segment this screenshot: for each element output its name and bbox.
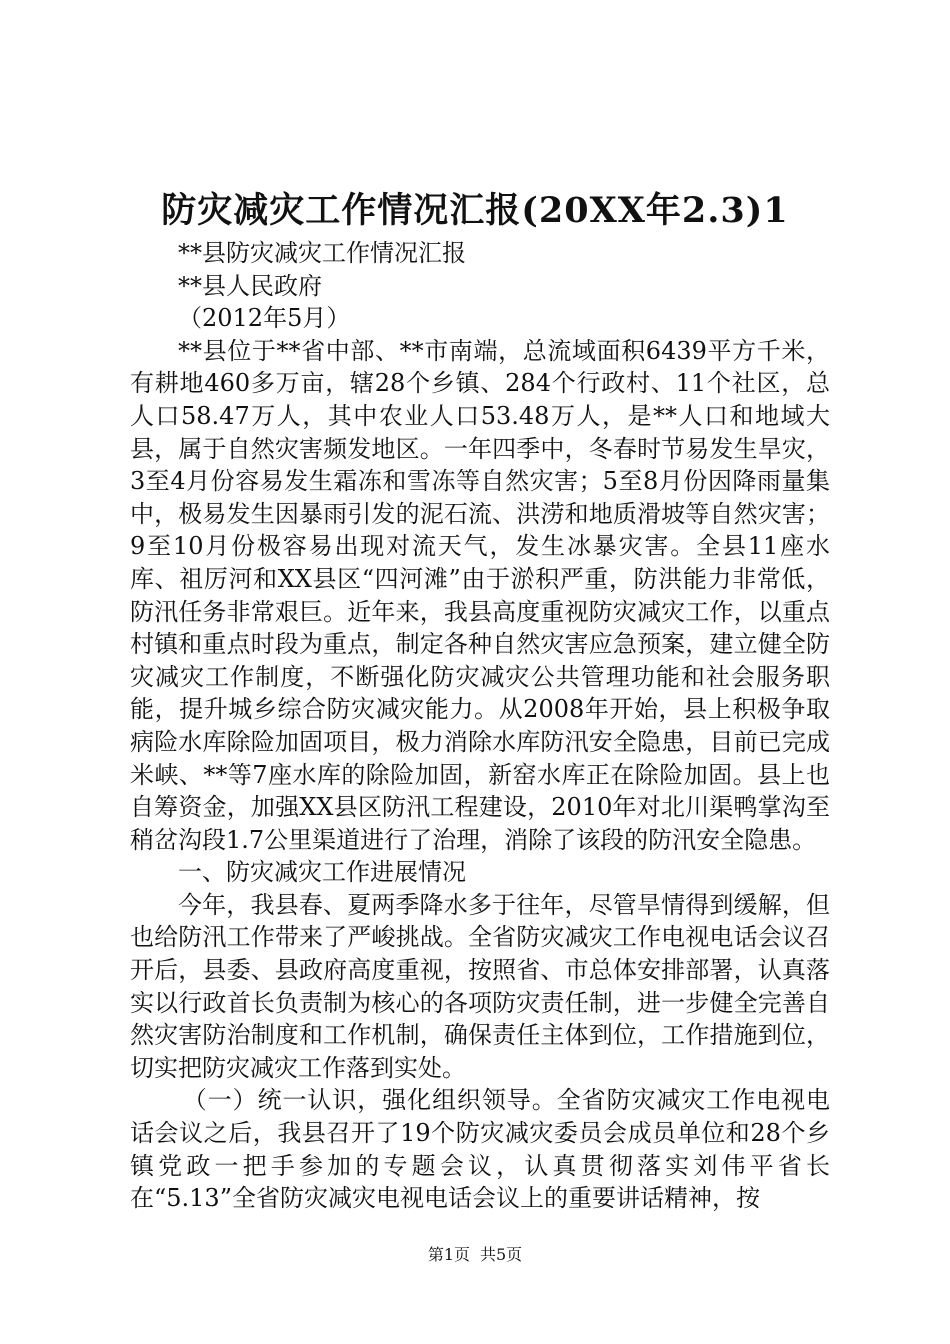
body-paragraph: 今年，我县春、夏两季降水多于往年，尽管旱情得到缓解，但也给防汛工作带来了严峻挑战。全省防灾减灾工作电视电话会议召开后，县委、县政府高度重视，按照省、市总体安排部署，认真落实以行政首长负责制为核心的各项防灾责任制，进一步健全完善自然灾害防治制度和工作机制，确保责任主体到位，工作措施到位，切实把防灾减灾工作落到实处。 [130, 890, 830, 1082]
report-date: （2012年5月） [178, 304, 351, 333]
page-footer [0, 1245, 950, 1265]
report-heading: **县防灾减灾工作情况汇报 [178, 239, 466, 267]
subsection-paragraph: （一）统一认识，强化组织领导。全省防灾减灾工作电视电话会议之后，我县召开了19个防灾减灾委员会成员单位和28个乡镇党政一把手参加的专题会议，认真贯彻落实刘伟平省长在“5.13”全省防灾减灾电视电话会议上的重要讲话精神，按 [130, 1086, 830, 1213]
intro-paragraph: **县位于**省中部、**市南端，总流域面积6439平方千米，有耕地460多万亩，辖28个乡镇、284个行政村、11个社区，总人口58.47万人，其中农业人口53.48万人，是**人口和地域大县，属于自然灾害频发地区。一年四季中，冬春时节易发生旱灾，3至4月份容易发生霜冻和雪冻等自然灾害；5至8月份因降雨量集中，极易发生因暴雨引发的泥石流、洪涝和地质滑坡等自然灾害；9至10月份极容易出现对流天气，发生冰暴灾害。全县11座水库、祖厉河和XX县区“四河滩”由于淤积严重，防洪能力非常低，防汛任务非常艰巨。近年来，我县高度重视防灾减灾工作，以重点村镇和重点时段为重点，制定各种自然灾害应急预案，建立健全防灾减灾工作制度，不断强化防灾减灾公共管理功能和社会服务职能，提升城乡综合防灾减灾能力。从2008年开始，县上积极争取病险水库除险加固项目，极力消除水库防汛安全隐患，目前已完成米峡、**等7座水库的除险加固，新窑水库正在除险加固。县上也自筹资金，加强XX县区防汛工程建设，2010年对北川渠鸭掌沟至稍岔沟段1.7公里渠道进行了治理，消除了该段的防汛安全隐患。 [130, 336, 830, 854]
report-author: **县人民政府 [178, 271, 322, 300]
page-number: 第1页 [427, 1245, 470, 1264]
document-body [130, 237, 830, 1215]
page-total: 共5页 [480, 1245, 523, 1264]
document-title: 防灾减灾工作情况汇报(20XX年2.3)1 [161, 190, 789, 231]
section-heading: 一、防灾减灾工作进展情况 [178, 858, 466, 887]
